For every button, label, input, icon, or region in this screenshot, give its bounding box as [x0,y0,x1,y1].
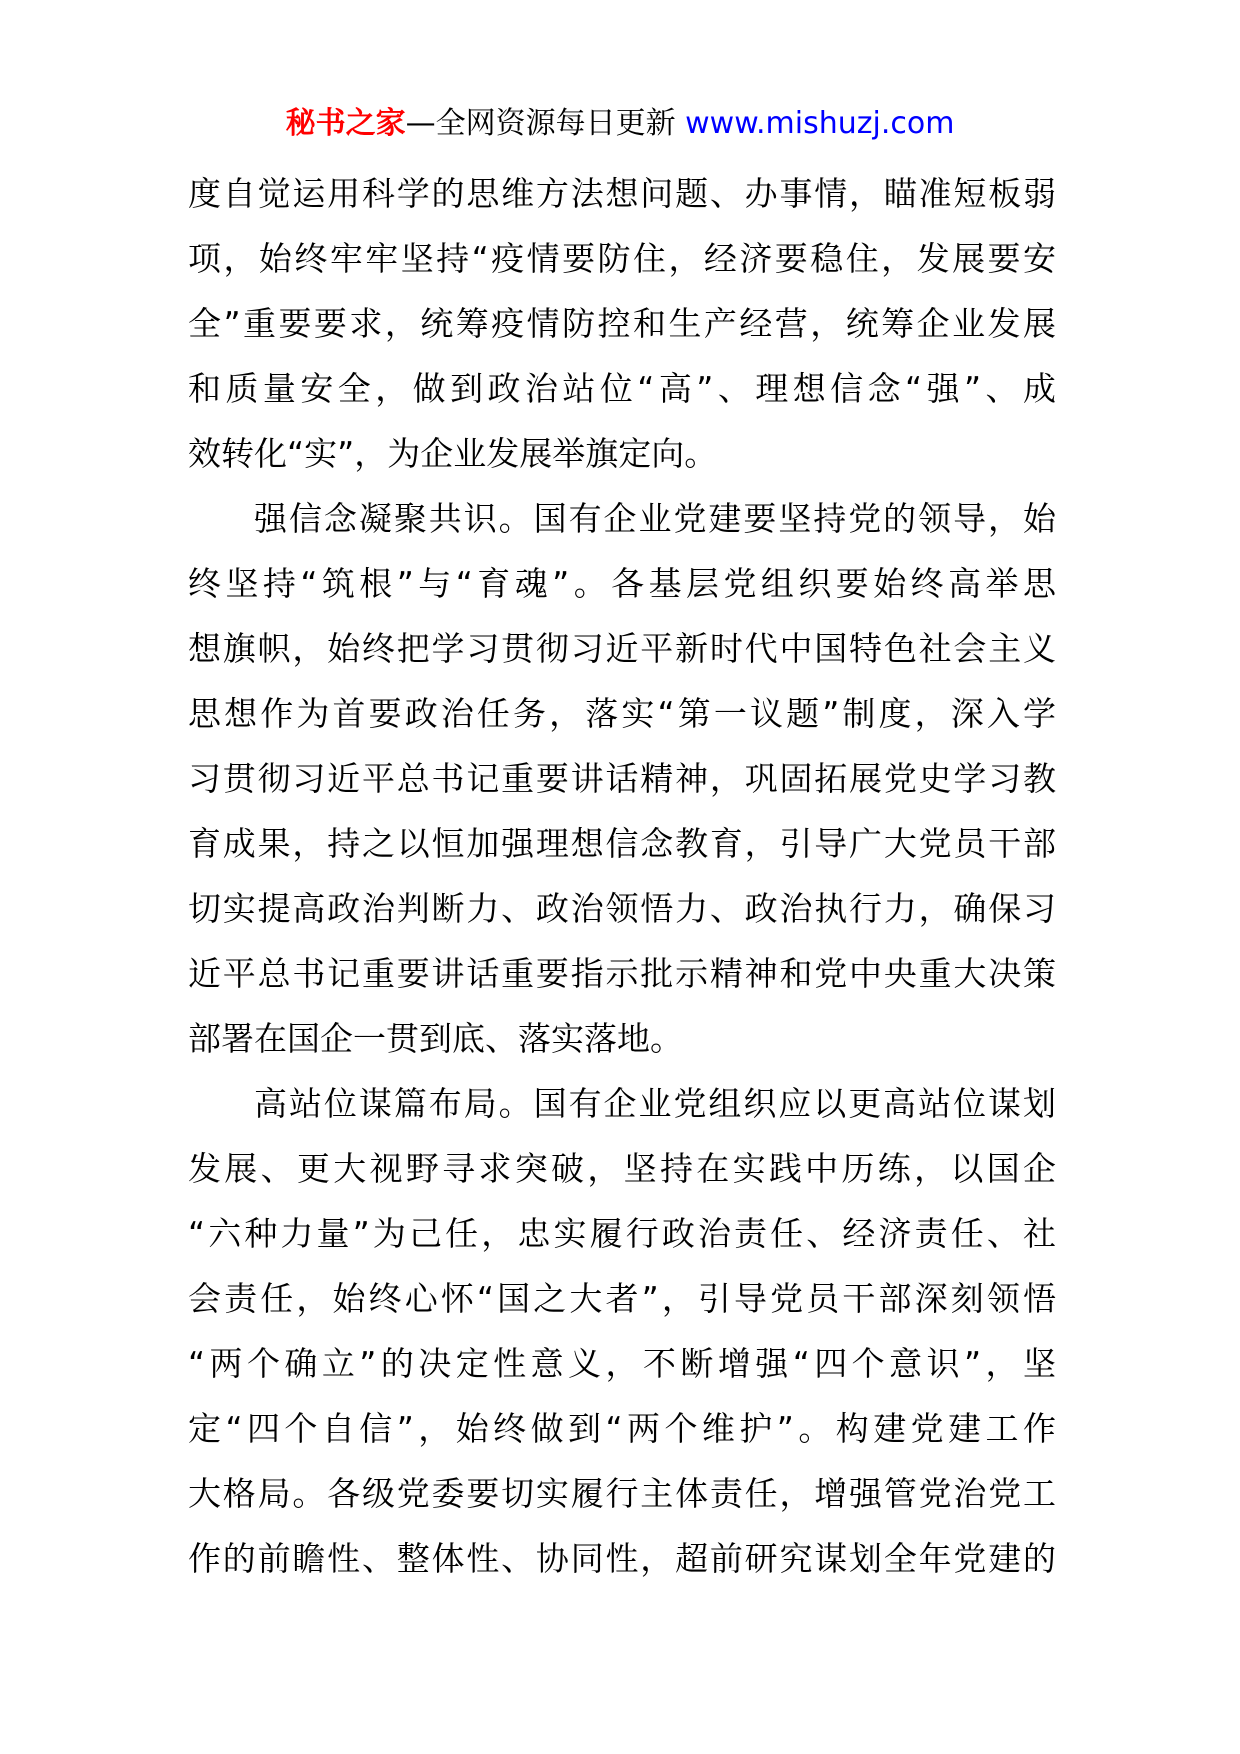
text-line: 和质量安全，做到政治站位“高”、理想信念“强”、成 [188,369,1056,408]
site-header [0,104,1240,144]
text-line: 定“四个自信”，始终做到“两个维护”。构建党建工作 [188,1409,1056,1448]
text-line: 育成果，持之以恒加强理想信念教育，引导广大党员干部 [188,824,1056,863]
text-line: “六种力量”为己任，忠实履行政治责任、经济责任、社 [188,1214,1056,1253]
document-body [188,161,1056,1591]
text-line: “两个确立”的决定性意义，不断增强“四个意识”，坚 [188,1344,1056,1383]
text-line: 效转化“实”，为企业发展举旗定向。 [188,434,718,473]
text-line: 部署在国企一贯到底、落实落地。 [188,1019,683,1058]
site-brand: 秘书之家 [285,106,406,141]
text-line: 会责任，始终心怀“国之大者”，引导党员干部深刻领悟 [188,1279,1056,1318]
text-line: 发展、更大视野寻求突破，坚持在实践中历练，以国企 [188,1149,1056,1188]
text-line: 思想作为首要政治任务，落实“第一议题”制度，深入学 [188,694,1056,733]
text-line: 想旗帜，始终把学习贯彻习近平新时代中国特色社会主义 [188,629,1056,668]
paragraph-first-line: 高站位谋篇布局。国有企业党组织应以更高站位谋划 [254,1084,1056,1123]
site-tagline: —全网资源每日更新 [405,106,686,141]
site-url-link[interactable]: www.mishuzj.com [685,106,955,141]
text-line: 度自觉运用科学的思维方法想问题、办事情，瞄准短板弱 [188,174,1056,213]
text-line: 作的前瞻性、整体性、协同性，超前研究谋划全年党建的 [188,1539,1056,1578]
text-line: 切实提高政治判断力、政治领悟力、政治执行力，确保习 [188,889,1056,928]
paragraph-first-line: 强信念凝聚共识。国有企业党建要坚持党的领导，始 [254,499,1056,538]
text-line: 近平总书记重要讲话重要指示批示精神和党中央重大决策 [188,954,1056,993]
text-line: 大格局。各级党委要切实履行主体责任，增强管党治党工 [188,1474,1056,1513]
text-line: 终坚持“筑根”与“育魂”。各基层党组织要始终高举思 [188,564,1056,603]
text-line: 习贯彻习近平总书记重要讲话精神，巩固拓展党史学习教 [188,759,1056,798]
text-line: 全”重要要求，统筹疫情防控和生产经营，统筹企业发展 [188,304,1056,343]
text-line: 项，始终牢牢坚持“疫情要防住，经济要稳住，发展要安 [188,239,1056,278]
